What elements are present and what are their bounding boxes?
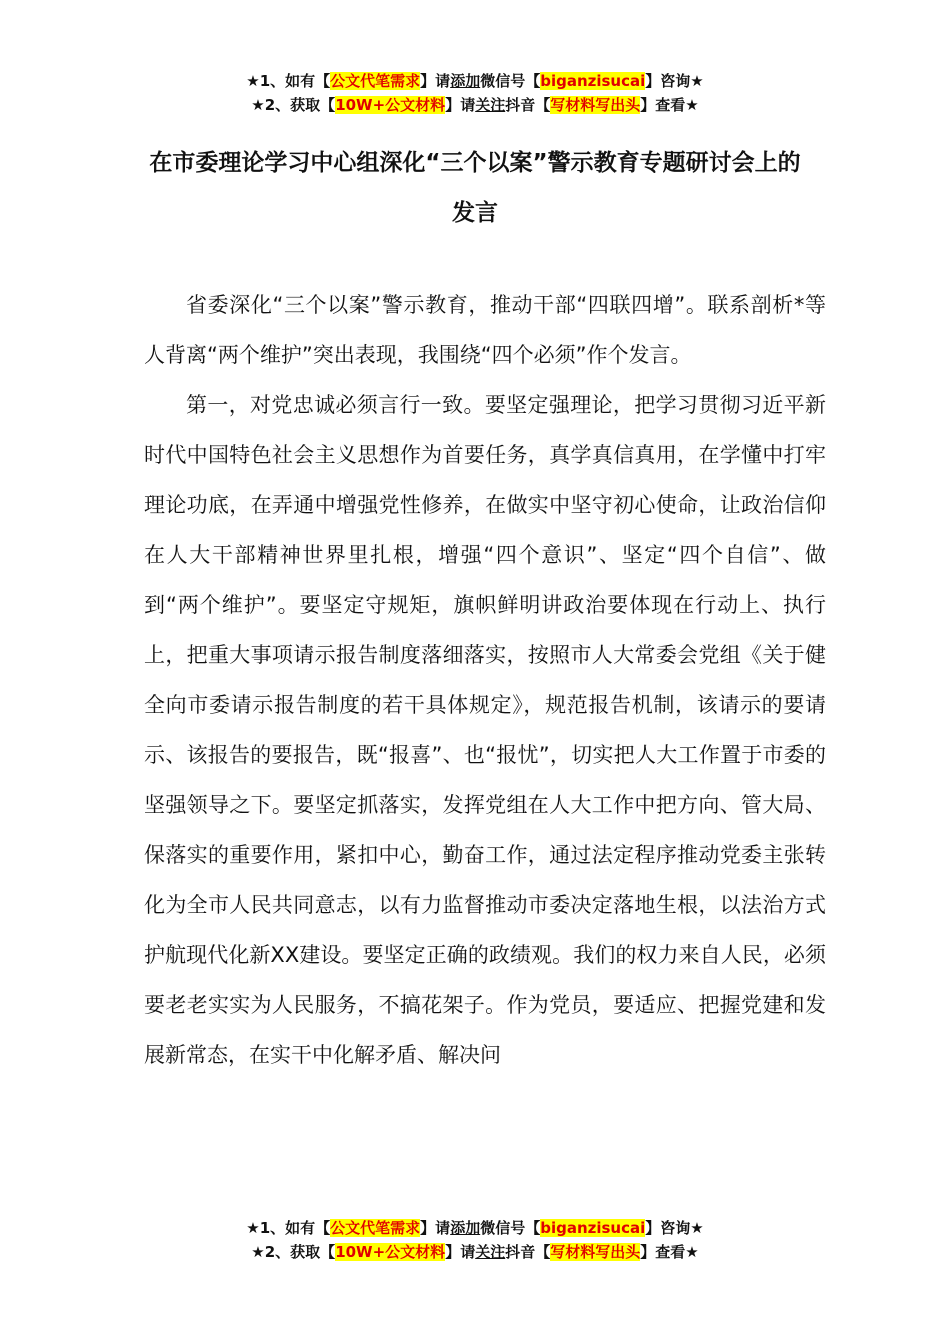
banner-text: 】查看★ — [640, 96, 699, 114]
banner-text: 】咨询★ — [645, 1219, 704, 1237]
banner-line-2 — [0, 93, 950, 117]
footer-banner — [0, 1216, 950, 1264]
banner-text: ★2、获取【 — [251, 96, 336, 114]
banner-text: 】请 — [445, 1243, 476, 1261]
banner-text: 微信号【 — [480, 72, 541, 90]
document-title: 在市委理论学习中心组深化“三个以案”警示教育专题研讨会上的发言 — [149, 150, 801, 226]
banner-text: 】咨询★ — [645, 72, 704, 90]
banner-text: ★1、如有【 — [246, 72, 331, 90]
banner-text: 微信号【 — [480, 1219, 541, 1237]
document-body — [144, 280, 826, 1080]
banner-highlight: 10W+公文材料 — [335, 1243, 446, 1261]
banner-text: 】查看★ — [640, 1243, 699, 1261]
banner-line-1 — [0, 69, 950, 93]
banner-underlined: 添加 — [450, 72, 481, 90]
banner-highlight: 公文代笔需求 — [330, 72, 421, 90]
paragraph-intro: 省委深化“三个以案”警示教育，推动干部“四联四增”。联系剖析*等人背离“两个维护”突出表现，我围绕“四个必须”作个发言。 — [144, 293, 826, 367]
banner-line-2 — [0, 1240, 950, 1264]
banner-highlight-douyin: 写材料写出头 — [550, 1243, 641, 1261]
banner-highlight-wechat-id: biganzisucai — [540, 1219, 646, 1237]
header-banner — [0, 69, 950, 117]
banner-line-1 — [0, 1216, 950, 1240]
banner-text: 】请 — [445, 96, 476, 114]
banner-text: 抖音【 — [505, 1243, 551, 1261]
banner-highlight-wechat-id: biganzisucai — [540, 72, 646, 90]
banner-text: ★1、如有【 — [246, 1219, 331, 1237]
banner-text: 】请 — [420, 1219, 451, 1237]
banner-underlined: 关注 — [475, 1243, 506, 1261]
banner-text: 抖音【 — [505, 96, 551, 114]
banner-highlight: 10W+公文材料 — [335, 96, 446, 114]
banner-text: 】请 — [420, 72, 451, 90]
banner-highlight: 公文代笔需求 — [330, 1219, 421, 1237]
banner-underlined: 添加 — [450, 1219, 481, 1237]
banner-text: ★2、获取【 — [251, 1243, 336, 1261]
banner-highlight-douyin: 写材料写出头 — [550, 96, 641, 114]
banner-underlined: 关注 — [475, 96, 506, 114]
paragraph-first-point: 第一，对党忠诚必须言行一致。要坚定强理论，把学习贯彻习近平新时代中国特色社会主义思想作为首要任务，真学真信真用，在学懂中打牢理论功底，在弄通中增强党性修养，在做实中坚守初心使命，让政治信仰在人大干部精神世界里扎根，增强“四个意识”、坚定“四个自信”、做到“两个维护”。要坚定守规矩，旗帜鲜明讲政治要体现在行动上、执行上，把重大事项请示报告制度落细落实，按照市人大常委会党组《关于健全向市委请示报告制度的若干具体规定》，规范报告机制，该请示的要请示、该报告的要报告，既“报喜”、也“报忧”，切实把人大工作置于市委的坚强领导之下。要坚定抓落实，发挥党组在人大工作中把方向、管大局、保落实的重要作用，紧扣中心，勤奋工作，通过法定程序推动党委主张转化为全市人民共同意志，以有力监督推动市委决定落地生根，以法治方式护航现代化新XX建设。要坚定正确的政绩观。我们的权力来自人民，必须要老老实实为人民服务，不搞花架子。作为党员，要适应、把握党建和发展新常态，在实干中化解矛盾、解决问 — [144, 393, 826, 1067]
